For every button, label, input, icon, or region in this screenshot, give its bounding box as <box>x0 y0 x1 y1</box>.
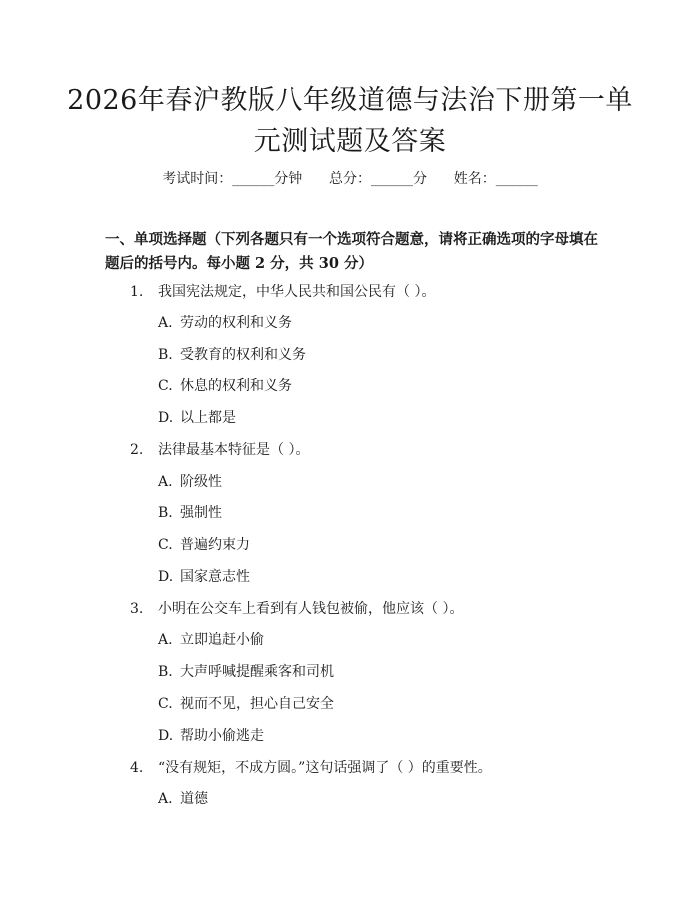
question-3-option-c <box>158 695 334 713</box>
option-letter: D. <box>158 569 174 585</box>
question-3 <box>130 600 463 618</box>
option-letter: A. <box>158 791 173 807</box>
total-score-unit: 分 <box>413 171 427 187</box>
option-text: 以上都是 <box>180 410 236 426</box>
option-letter: C. <box>158 378 173 394</box>
question-text: “没有规矩，不成方圆。”这句话强调了（ ）的重要性。 <box>158 760 492 776</box>
option-letter: A. <box>158 474 173 490</box>
option-text: 国家意志性 <box>180 569 250 585</box>
question-2 <box>130 441 309 459</box>
total-score-blank: ______ <box>371 171 413 187</box>
exam-time-unit: 分钟 <box>274 171 303 187</box>
question-number: 1. <box>130 284 144 300</box>
question-text: 我国宪法规定，中华人民共和国公民有（ ）。 <box>158 284 436 300</box>
option-letter: C. <box>158 696 173 712</box>
option-text: 视而不见，担心自己安全 <box>180 696 334 712</box>
option-letter: C. <box>158 537 173 553</box>
section-heading: 一、单项选择题（下列各题只有一个选项符合题意，请将正确选项的字母填在题后的括号内。每小题 2 分，共 30 分） <box>105 231 598 272</box>
student-name-label: 姓名： <box>453 171 496 187</box>
exam-time-label: 考试时间： <box>162 171 233 187</box>
option-text: 大声呼喊提醒乘客和司机 <box>180 664 334 680</box>
document-title: 2026年春沪教版八年级道德与法治下册第一单元测试题及答案 <box>67 85 633 157</box>
question-1-option-d <box>158 409 236 427</box>
total-score-label: 总分： <box>329 171 371 187</box>
option-letter: D. <box>158 410 174 426</box>
option-text: 立即追赶小偷 <box>180 632 264 648</box>
question-number: 4. <box>130 760 144 776</box>
option-text: 阶级性 <box>180 474 222 490</box>
option-letter: B. <box>158 664 173 680</box>
question-text: 法律最基本特征是（ ）。 <box>158 442 310 458</box>
question-1-option-a <box>158 314 292 332</box>
question-3-option-a <box>158 631 264 649</box>
question-2-option-b <box>158 504 222 522</box>
question-4 <box>130 759 492 777</box>
question-1-option-c <box>158 377 292 395</box>
question-number: 2. <box>130 442 144 458</box>
question-number: 3. <box>130 601 144 617</box>
option-text: 劳动的权利和义务 <box>180 315 292 331</box>
option-letter: B. <box>158 347 173 363</box>
question-text: 小明在公交车上看到有人钱包被偷，他应该（ ）。 <box>158 601 464 617</box>
option-letter: D. <box>158 728 174 744</box>
option-letter: A. <box>158 632 173 648</box>
option-text: 休息的权利和义务 <box>180 378 292 394</box>
question-1 <box>130 283 435 301</box>
question-2-option-a <box>158 473 222 491</box>
question-2-option-d <box>158 568 250 586</box>
question-3-option-d <box>158 727 264 745</box>
option-text: 受教育的权利和义务 <box>180 347 306 363</box>
question-1-option-b <box>158 346 306 364</box>
student-name-blank: ______ <box>495 171 538 187</box>
question-2-option-c <box>158 536 250 554</box>
option-text: 道德 <box>180 791 208 807</box>
question-4-option-a <box>158 790 208 808</box>
question-3-option-b <box>158 663 334 681</box>
option-text: 强制性 <box>180 505 222 521</box>
option-text: 帮助小偷逃走 <box>180 728 264 744</box>
option-letter: B. <box>158 505 173 521</box>
exam-info-line <box>0 170 700 188</box>
option-text: 普遍约束力 <box>180 537 250 553</box>
option-letter: A. <box>158 315 173 331</box>
exam-time-blank: ______ <box>232 171 275 187</box>
